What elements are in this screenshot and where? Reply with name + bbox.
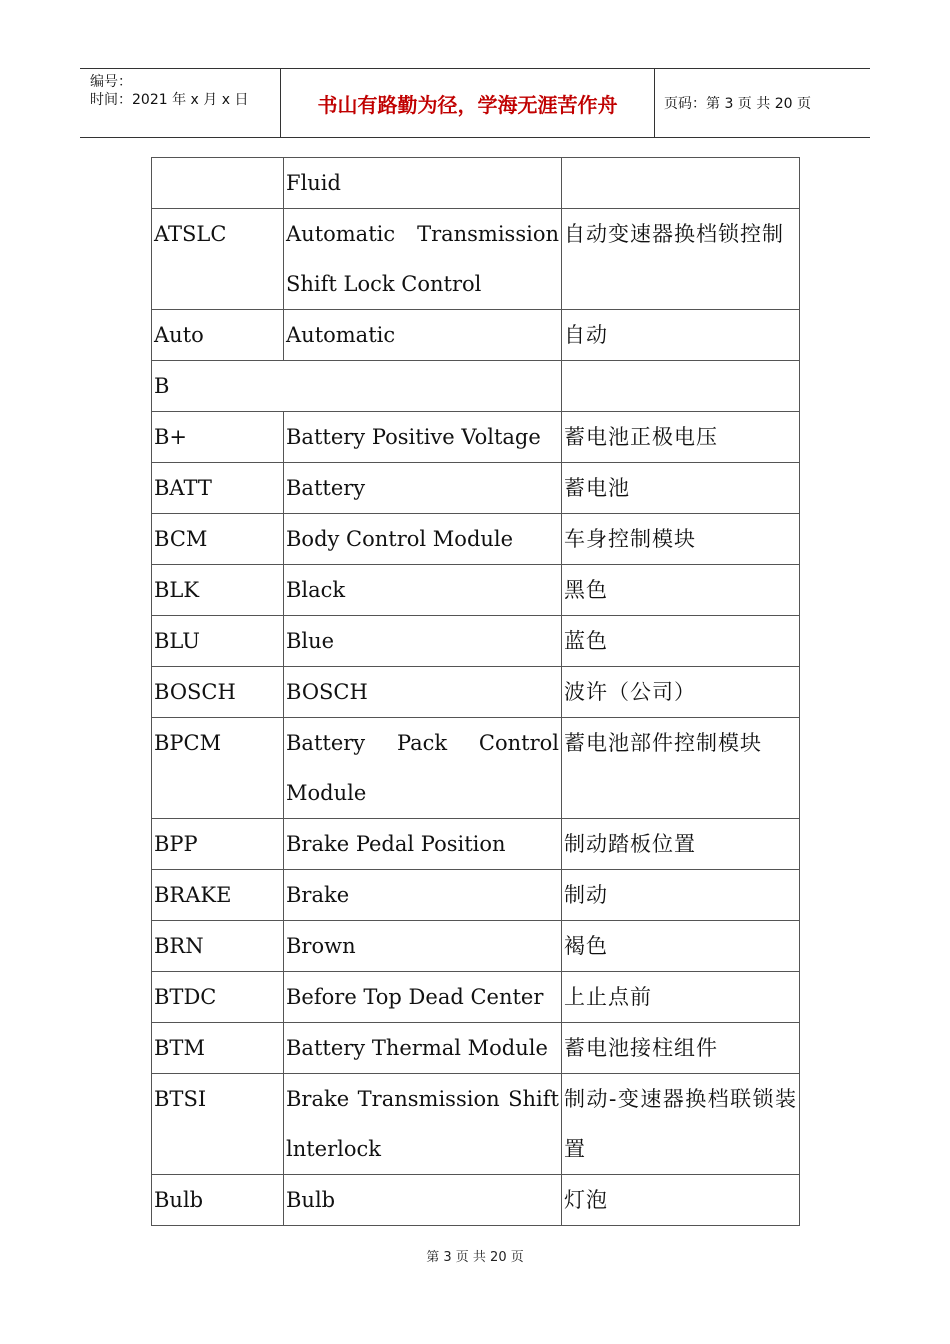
- english-term-cell: Battery: [284, 463, 562, 514]
- table-row: [152, 667, 800, 718]
- english-term-cell: Fluid: [284, 158, 562, 209]
- abbreviation-cell: BCM: [152, 514, 284, 565]
- table-row: [152, 310, 800, 361]
- abbreviation-cell: BLU: [152, 616, 284, 667]
- header-motto: 书山有路勤为径，学海无涯苦作舟: [281, 69, 655, 137]
- english-term-cell: Automatic: [284, 310, 562, 361]
- chinese-term-cell: 自动: [562, 310, 800, 361]
- abbreviation-cell: BRN: [152, 921, 284, 972]
- chinese-term-cell: [562, 361, 800, 412]
- page-footer: 第 3 页 共 20 页: [426, 1250, 524, 1265]
- english-term-cell: Battery Pack Control Module: [284, 718, 562, 819]
- chinese-term-cell: 褐色: [562, 921, 800, 972]
- table-row: [152, 1074, 800, 1175]
- table-row: [152, 870, 800, 921]
- table-row: [152, 209, 800, 310]
- chinese-term-cell: 制动踏板位置: [562, 819, 800, 870]
- table-row: [152, 1175, 800, 1226]
- abbreviation-cell: BTDC: [152, 972, 284, 1023]
- table-row: [152, 921, 800, 972]
- chinese-term-cell: 自动变速器换档锁控制: [562, 209, 800, 310]
- abbreviation-cell: BRAKE: [152, 870, 284, 921]
- abbreviation-cell: BATT: [152, 463, 284, 514]
- abbreviation-cell: BPCM: [152, 718, 284, 819]
- english-term-cell: Body Control Module: [284, 514, 562, 565]
- english-term-cell: Automatic Transmission Shift Lock Control: [284, 209, 562, 310]
- english-term-cell: Battery Thermal Module: [284, 1023, 562, 1074]
- english-term-cell: Battery Positive Voltage: [284, 412, 562, 463]
- abbreviation-cell: [152, 158, 284, 209]
- chinese-term-cell: 黑色: [562, 565, 800, 616]
- document-date-label: 时间：2021 年 x 月 x 日: [90, 92, 249, 108]
- english-term-cell: Blue: [284, 616, 562, 667]
- table-row: [152, 819, 800, 870]
- english-term-cell: Bulb: [284, 1175, 562, 1226]
- table-row: [152, 718, 800, 819]
- glossary-table: [151, 157, 800, 1226]
- abbreviation-cell: BTSI: [152, 1074, 284, 1175]
- chinese-term-cell: 蓄电池接柱组件: [562, 1023, 800, 1074]
- table-row: [152, 565, 800, 616]
- chinese-term-cell: 车身控制模块: [562, 514, 800, 565]
- chinese-term-cell: 灯泡: [562, 1175, 800, 1226]
- chinese-term-cell: 波许（公司）: [562, 667, 800, 718]
- table-row: [152, 616, 800, 667]
- section-letter-cell: B: [152, 361, 562, 412]
- english-term-cell: Black: [284, 565, 562, 616]
- chinese-term-cell: 制动-变速器换档联锁装置: [562, 1074, 800, 1175]
- english-term-cell: Brake: [284, 870, 562, 921]
- table-row: [152, 972, 800, 1023]
- chinese-term-cell: 制动: [562, 870, 800, 921]
- english-term-cell: Brake Transmission Shift lnterlock: [284, 1074, 562, 1175]
- abbreviation-cell: Auto: [152, 310, 284, 361]
- page-header: [80, 68, 870, 138]
- abbreviation-cell: Bulb: [152, 1175, 284, 1226]
- english-term-cell: Brown: [284, 921, 562, 972]
- chinese-term-cell: 蓝色: [562, 616, 800, 667]
- table-row: [152, 412, 800, 463]
- chinese-term-cell: 蓄电池: [562, 463, 800, 514]
- chinese-term-cell: 蓄电池部件控制模块: [562, 718, 800, 819]
- abbreviation-cell: BTM: [152, 1023, 284, 1074]
- english-term-cell: Before Top Dead Center: [284, 972, 562, 1023]
- abbreviation-cell: B+: [152, 412, 284, 463]
- abbreviation-cell: ATSLC: [152, 209, 284, 310]
- header-page-info: 页码：第 3 页 共 20 页: [664, 96, 811, 112]
- english-term-cell: BOSCH: [284, 667, 562, 718]
- chinese-term-cell: 蓄电池正极电压: [562, 412, 800, 463]
- document-number-label: 编号：: [90, 74, 132, 90]
- english-term-cell: Brake Pedal Position: [284, 819, 562, 870]
- table-row: [152, 514, 800, 565]
- abbreviation-cell: BPP: [152, 819, 284, 870]
- table-row: [152, 361, 800, 412]
- table-row: [152, 158, 800, 209]
- table-row: [152, 463, 800, 514]
- chinese-term-cell: 上止点前: [562, 972, 800, 1023]
- header-meta: [80, 69, 281, 137]
- table-row: [152, 1023, 800, 1074]
- abbreviation-cell: BOSCH: [152, 667, 284, 718]
- chinese-term-cell: [562, 158, 800, 209]
- abbreviation-cell: BLK: [152, 565, 284, 616]
